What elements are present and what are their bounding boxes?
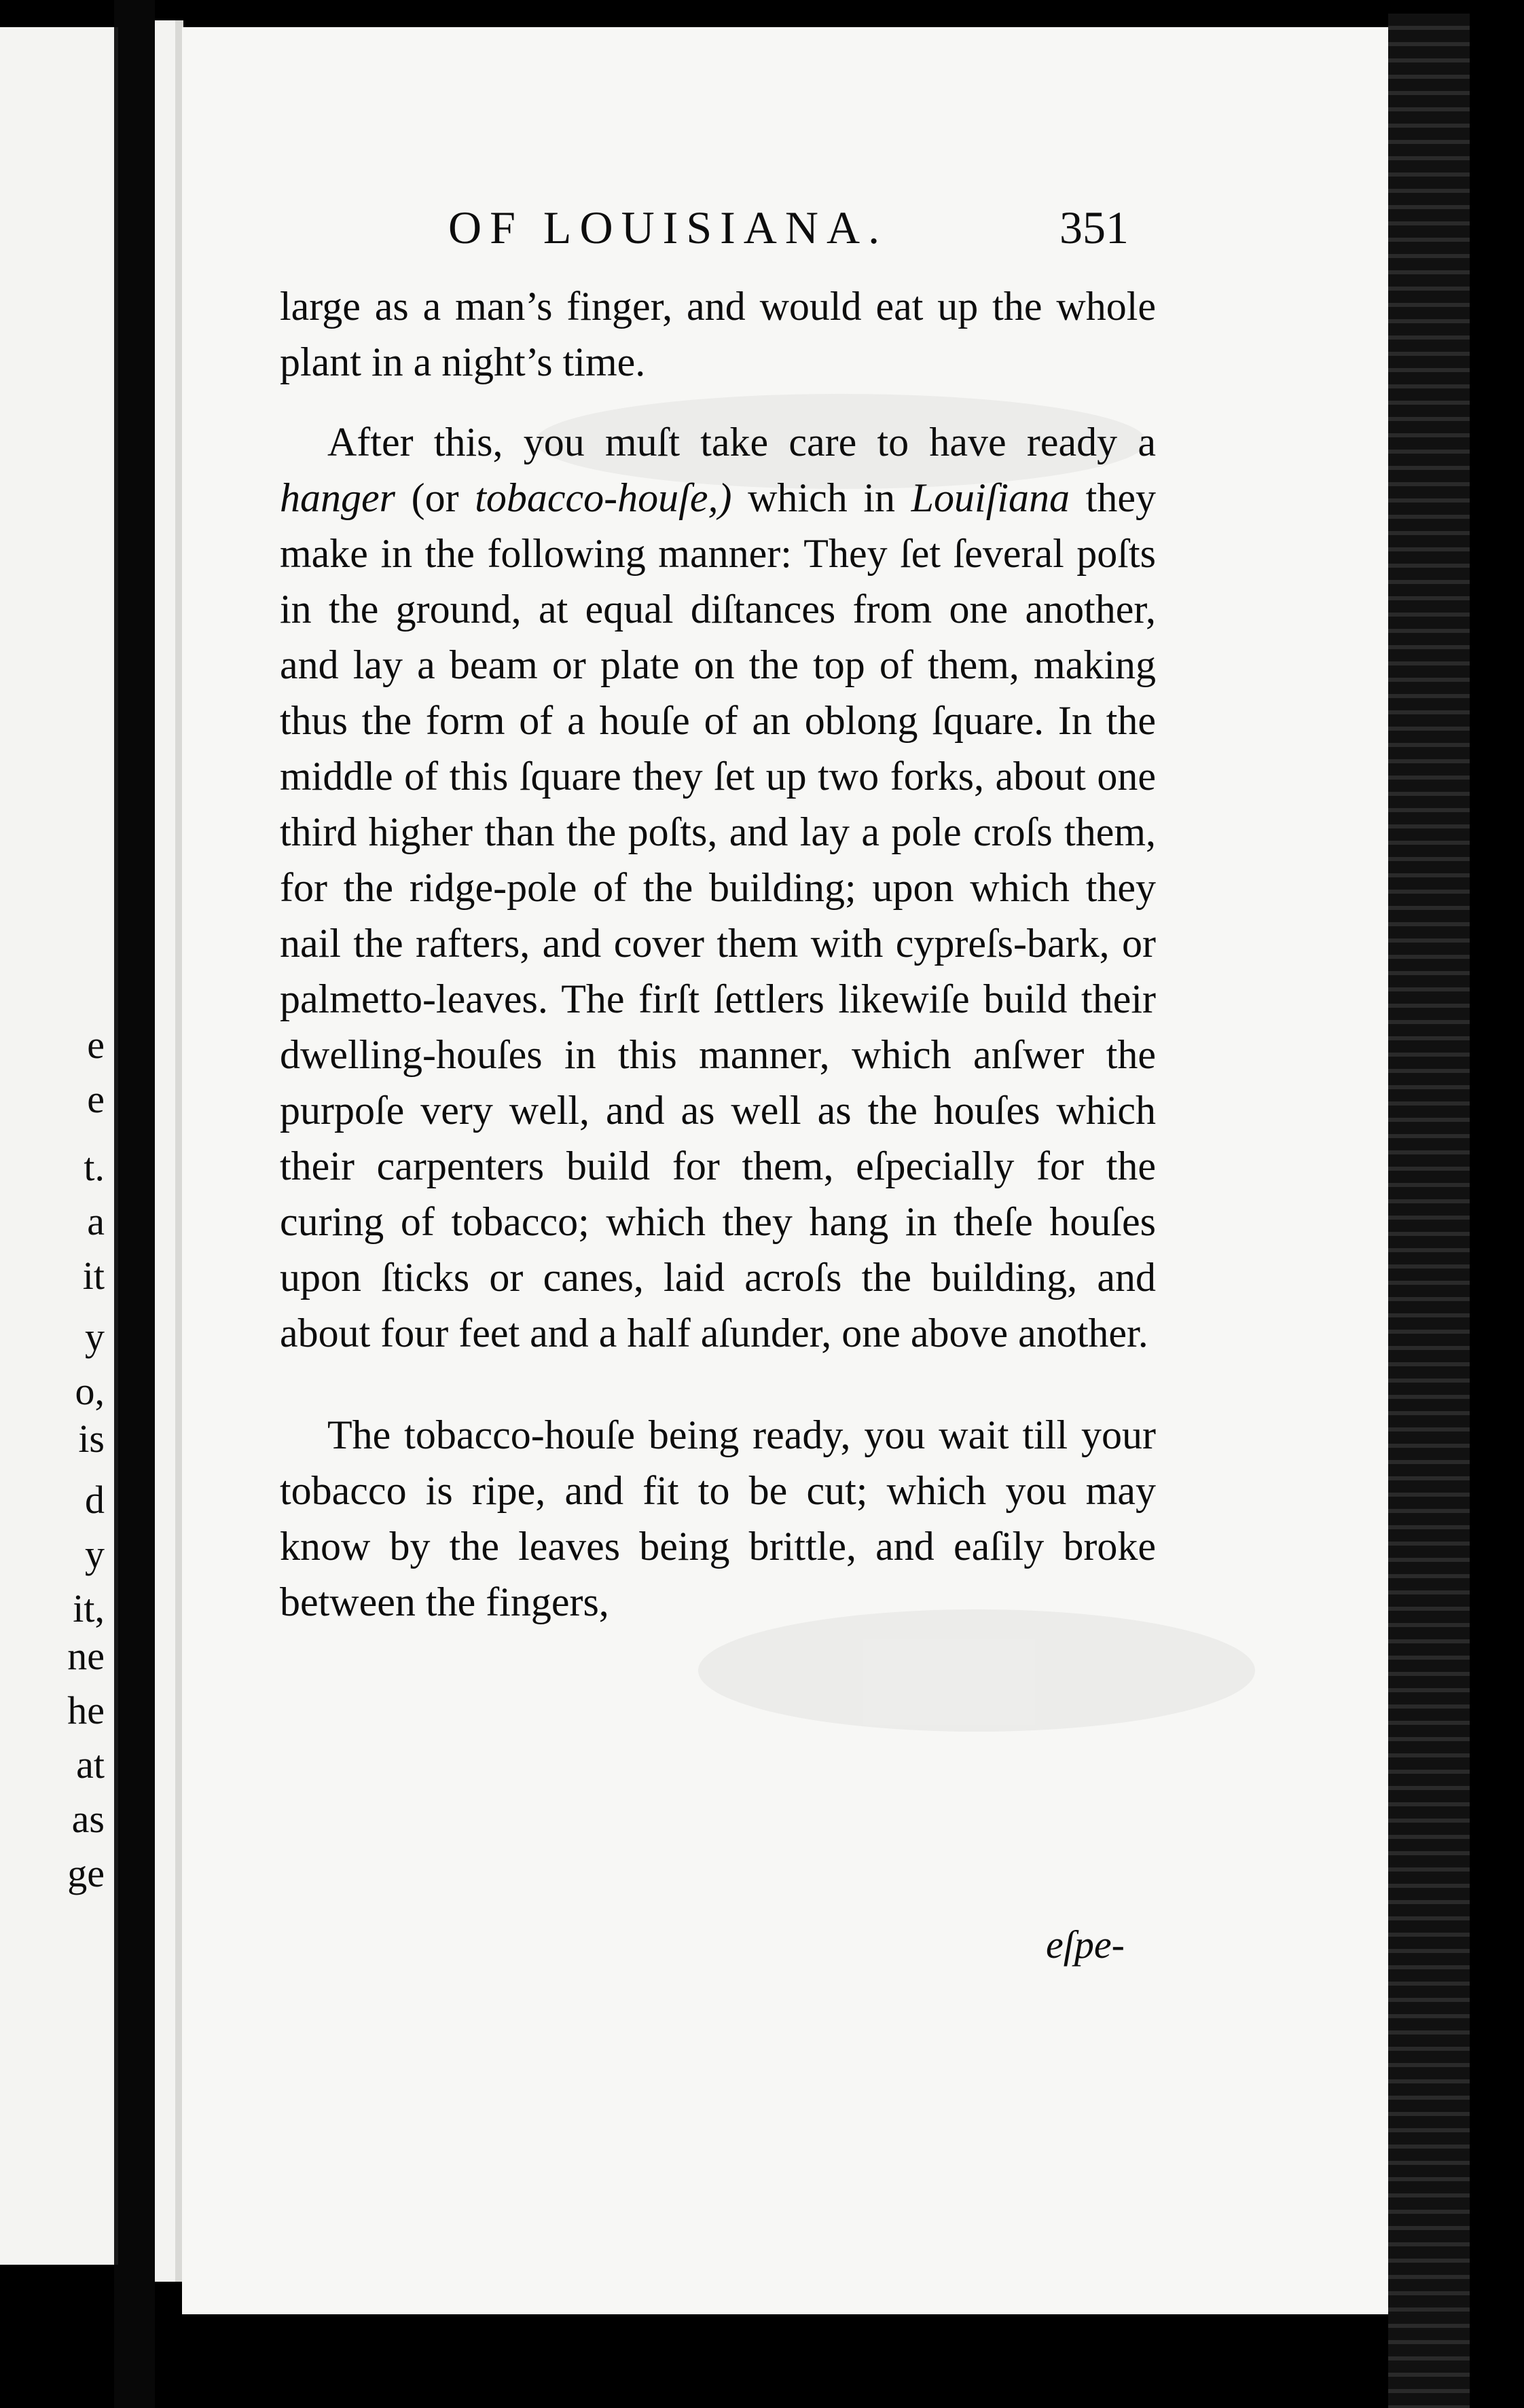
left-facing-page (0, 27, 118, 2265)
left-page-fragment: t. (84, 1145, 105, 1189)
left-page-fragment: ne (67, 1634, 105, 1678)
paragraph-1: large as a man’s finger, and would eat up the whole plant in a night’s time. (280, 284, 1156, 384)
left-page-fragment: o, (75, 1369, 105, 1413)
paragraph-2-text: they make in the following manner: They ſet ſeveral poſts in the ground, at equal diſtances from one another, and lay a beam or plate on the top of them, making thus the form of a houſe of an oblong ſquare. In the middle of this ſquare they ſet up two forks, about one third higher than the poſts, and lay a pole croſs them, for the ridge-pole of the building; upon which they nail the rafters, and cover them with cypreſs-bark, or palmetto-leaves. The firſt ſettlers likewiſe build their dwelling-houſes in this manner, which anſwer the purpoſe very well, and as well as the houſes which their carpenters build for them, eſpecially for the curing of tobacco; which they hang in theſe houſes upon ſticks or canes, laid acroſs the building, and about four feet and a half aſunder, one above another. (280, 475, 1156, 1355)
left-page-fragment: he (67, 1688, 105, 1732)
left-page-fragment: e (87, 1077, 105, 1121)
left-page-fragment: it (82, 1254, 105, 1298)
left-page-fragment: as (71, 1797, 105, 1841)
italic-term-tobacco-house: tobacco-houſe,) (475, 475, 732, 520)
left-page-fragment: it, (73, 1586, 105, 1630)
left-page-fragment: e (87, 1023, 105, 1067)
paragraph-3: The tobacco-houſe being ready, you wait till your tobacco is ripe, and fit to be cut; which you may know by the leaves being brittle, and eaſily broke between the fingers, (280, 1412, 1156, 1624)
italic-term-hanger: hanger (280, 475, 395, 520)
left-page-fragment: ge (67, 1851, 105, 1895)
body-text (280, 278, 1156, 1630)
paragraph-2-text: (or (395, 475, 475, 520)
page-number: 351 (1059, 202, 1129, 253)
paragraph-2-text: which in (731, 475, 911, 520)
book-gutter (114, 0, 155, 2408)
left-page-fragment: a (87, 1199, 105, 1243)
running-head: OF LOUISIANA. (448, 202, 888, 253)
left-page-fragment: y (85, 1532, 105, 1576)
left-page-fragment: at (76, 1743, 105, 1787)
catchword: eſpe- (1046, 1922, 1125, 1967)
italic-term-louisiana: Louiſiana (911, 475, 1070, 520)
paragraph-2-text: After this, you muſt take care to have ready a (327, 420, 1156, 464)
book-fore-edge (1388, 14, 1470, 2408)
left-page-fragment: is (78, 1417, 105, 1461)
paragraph-2 (280, 414, 1156, 1361)
left-page-fragment: y (85, 1315, 105, 1359)
left-page-fragment: d (85, 1478, 105, 1522)
